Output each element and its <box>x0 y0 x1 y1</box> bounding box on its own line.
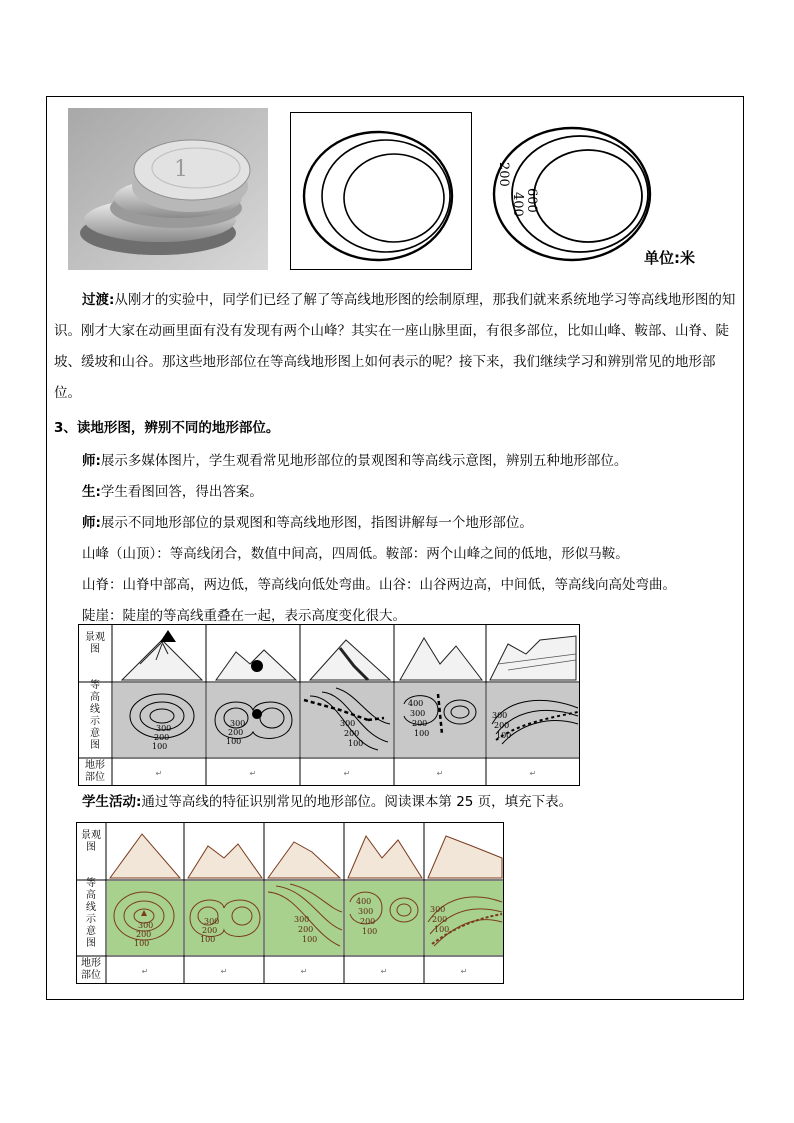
landform-table-1 <box>78 624 580 786</box>
activity-label: 学生活动: <box>82 794 142 810</box>
activity-text: 通过等高线的特征识别常见的地形部位。阅读课本第 25 页，填充下表。 <box>141 794 573 810</box>
t1-contour-label: 100 <box>152 742 168 751</box>
cliff-line: 陡崖：陡崖的等高线重叠在一起，表示高度变化很大。 <box>82 608 406 624</box>
t2-ridge-label: 200 <box>360 917 376 926</box>
t1-cliff-label: 200 <box>494 721 510 730</box>
student-label: 生: <box>82 484 101 500</box>
t1-ridge-label: 100 <box>414 729 430 738</box>
table2-empty-cell: ↵ <box>141 967 149 976</box>
contour-diagram-nested <box>290 112 472 270</box>
t2-ridge-label: 300 <box>358 907 374 916</box>
t2-cliff-label: 100 <box>434 925 450 934</box>
teacher-label: 师: <box>82 453 101 469</box>
t1-contour-label: 300 <box>156 724 172 733</box>
t2-cliff-label: 200 <box>432 915 448 924</box>
t1-contour-label: 100 <box>348 739 364 748</box>
contour-label-200: 200 <box>496 162 511 187</box>
teacher-text: 展示不同地形部位的景观图和等高线地形图，指图讲解每一个地形部位。 <box>100 515 533 531</box>
table2-empty-cell: ↵ <box>380 967 388 976</box>
t1-cliff-label: 100 <box>496 731 512 740</box>
table1-row-contour: 等高线示意图 <box>90 680 100 751</box>
student-activity-line <box>82 790 572 810</box>
t1-ridge-label: 300 <box>410 709 426 718</box>
t2-contour-label: 200 <box>202 926 218 935</box>
table1-empty-cell: ↵ <box>249 769 257 778</box>
table2-row-contour: 等高线示意图 <box>86 878 96 949</box>
teacher-text: 展示多媒体图片，学生观看常见地形部位的景观图和等高线示意图，辨别五种地形部位。 <box>100 453 628 469</box>
t1-cliff-label: 300 <box>492 711 508 720</box>
t2-cliff-label: 300 <box>430 905 446 914</box>
contour-label-400: 400 <box>510 192 525 217</box>
teacher-label: 师: <box>82 515 101 531</box>
table2-empty-cell: ↵ <box>300 967 308 976</box>
table1-row-landscape: 景观图 <box>85 632 105 655</box>
table1-empty-cell: ↵ <box>529 769 537 778</box>
coins-photo <box>68 108 268 270</box>
table2-row-landscape: 景观图 <box>81 830 101 853</box>
t2-contour-label: 100 <box>302 935 318 944</box>
t1-contour-label: 100 <box>226 737 242 746</box>
transition-paragraph <box>54 285 738 409</box>
t2-ridge-label: 400 <box>356 897 372 906</box>
t1-contour-label: 200 <box>154 733 170 742</box>
table1-empty-cell: ↵ <box>436 769 444 778</box>
t1-ridge-label: 200 <box>412 719 428 728</box>
t1-contour-label: 200 <box>228 728 244 737</box>
t1-ridge-label: 400 <box>408 699 424 708</box>
landform-table-2 <box>76 822 504 984</box>
contour-diagram-labeled <box>480 112 670 270</box>
table2-row-landform: 地形部位 <box>81 958 101 981</box>
student-line-1 <box>82 480 263 500</box>
t2-contour-label: 200 <box>298 925 314 934</box>
table1-empty-cell: ↵ <box>343 769 351 778</box>
t1-contour-label: 300 <box>340 719 356 728</box>
table2-empty-cell: ↵ <box>220 967 228 976</box>
transition-text: 从刚才的实验中，同学们已经了解了等高线地形图的绘制原理，那我们就来系统地学习等高线地形图的知识。刚才大家在动画里面有没有发现有两个山峰？其实在一座山脉里面，有很多部位，比如山峰、鞍部、山脊、陡坡、缓坡和山谷。那这些地形部位在等高线地形图上如何表示的呢？接下来，我们继续学习和辨别常见的地形部位。 <box>54 292 736 401</box>
t1-contour-label: 300 <box>230 719 246 728</box>
student-text: 学生看图回答，得出答案。 <box>100 484 263 500</box>
unit-label: 单位:米 <box>644 249 695 267</box>
saddle-dot-icon <box>251 660 263 672</box>
contour-label-600: 600 <box>524 188 539 213</box>
t2-contour-label: 100 <box>134 939 150 948</box>
t2-contour-label: 300 <box>294 915 310 924</box>
t2-contour-label: 200 <box>136 930 152 939</box>
peak-triangle-icon <box>160 630 176 642</box>
table2-empty-cell: ↵ <box>460 967 468 976</box>
ridge-valley-line: 山脊：山脊中部高，两边低，等高线向低处弯曲。山谷：山谷两边高，中间低，等高线向高处弯曲。 <box>82 577 676 593</box>
t1-contour-label: 200 <box>344 729 360 738</box>
svg-text:1: 1 <box>174 157 188 182</box>
t2-ridge-label: 100 <box>362 927 378 936</box>
t2-contour-label: 300 <box>204 917 220 926</box>
transition-heading: 过渡: <box>82 292 115 308</box>
peak-saddle-line: 山峰（山顶）：等高线闭合，数值中间高，四周低。鞍部：两个山峰之间的低地，形似马鞍。 <box>82 546 629 562</box>
teacher-line-1 <box>82 449 627 469</box>
table1-row-landform: 地形部位 <box>85 760 105 783</box>
teacher-line-2 <box>82 511 533 531</box>
table1-empty-cell: ↵ <box>155 769 163 778</box>
section-3-title: 3、读地形图，辨别不同的地形部位。 <box>54 420 280 436</box>
t2-contour-label: 100 <box>200 935 216 944</box>
t2-contour-label: 300 <box>138 921 154 930</box>
